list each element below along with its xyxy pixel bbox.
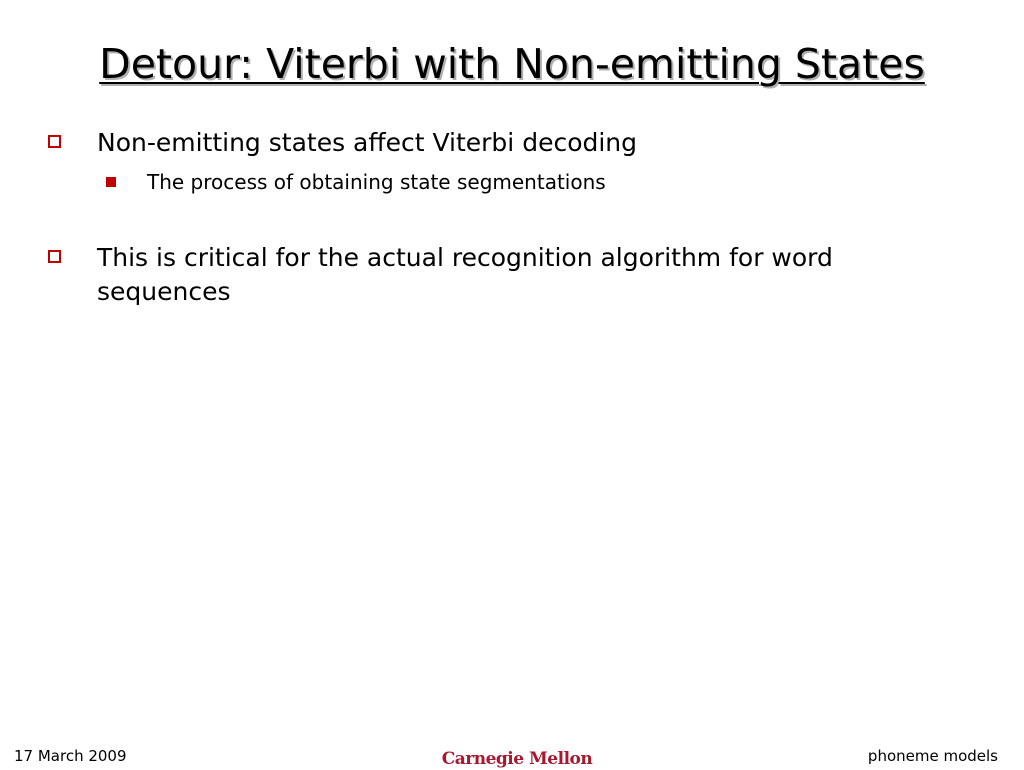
filled-square-bullet-icon [106, 177, 116, 187]
hollow-square-bullet-icon [48, 250, 61, 263]
hollow-square-bullet-icon [48, 135, 61, 148]
footer-date: 17 March 2009 [14, 747, 127, 765]
footer-topic: phoneme models [867, 747, 998, 765]
bullet-text-2: This is critical for the actual recognition algorithm for word sequences [97, 243, 833, 306]
bullet-text-1: Non-emitting states affect Viterbi decoding [97, 128, 638, 157]
carnegie-mellon-logo: Carnegie Mellon [441, 749, 593, 769]
sub-bullet-text-1: The process of obtaining state segmentations [147, 170, 606, 194]
slide-title: Detour: Viterbi with Non-emitting States [99, 40, 925, 88]
